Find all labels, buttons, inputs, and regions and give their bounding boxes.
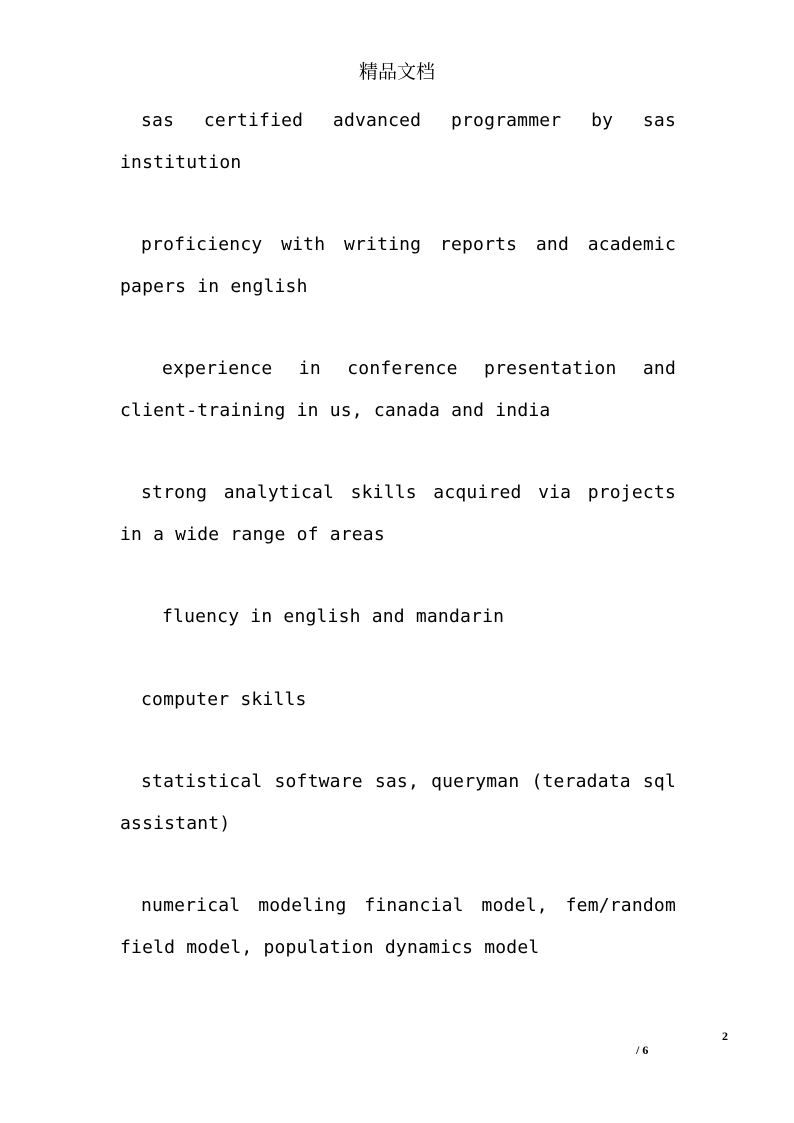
paragraph-computer-skills-heading: computer skills (141, 688, 307, 710)
paragraph-language-fluency: fluency in english and mandarin (162, 606, 505, 627)
paragraph-writing-proficiency: proficiency with writing reports and academic papers in english (120, 234, 676, 297)
document-body (120, 100, 676, 1009)
page-total: / 6 (636, 1043, 649, 1057)
page-number: 2 (722, 1029, 728, 1043)
paragraph-sas-certification: sas certified advanced programmer by sas institution (120, 110, 676, 173)
paragraph-analytical-skills: strong analytical skills acquired via projects in a wide range of areas (120, 482, 676, 545)
paragraph-conference-experience: experience in conference presentation and client-training in us, canada and india (120, 358, 676, 421)
page-header-title: 精品文档 (358, 61, 435, 83)
paragraph-statistical-software: statistical software sas, queryman (teradata sql assistant) (120, 771, 676, 834)
paragraph-numerical-modeling: numerical modeling financial model, fem/random field model, population dynamics model (120, 895, 676, 958)
